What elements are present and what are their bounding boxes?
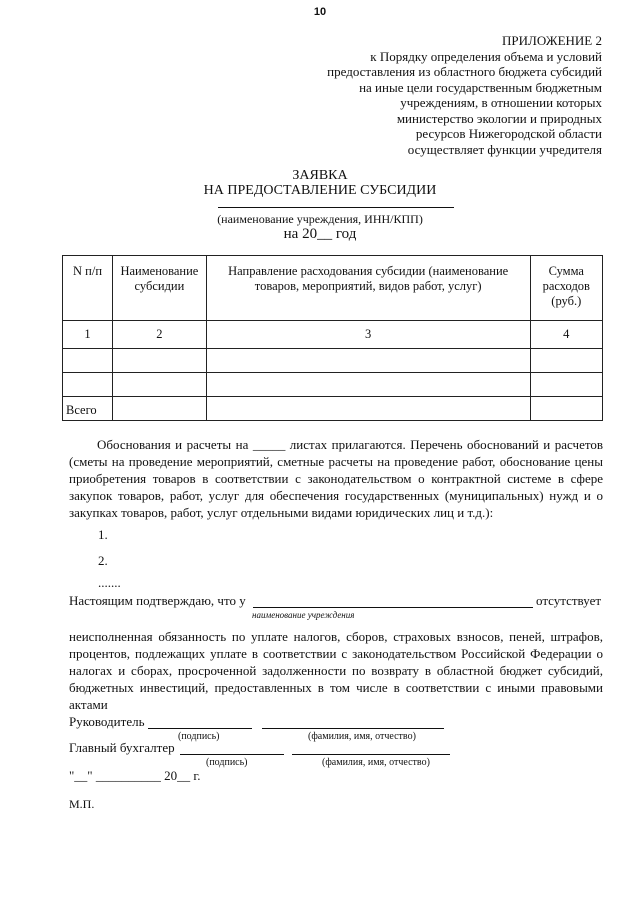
table-row (63, 349, 603, 373)
table-cell[interactable] (206, 397, 530, 421)
appendix-line: предоставления из областного бюджета субсидий (327, 64, 602, 79)
head-signature-caption: (подпись) (178, 731, 220, 742)
table-cell[interactable] (530, 397, 602, 421)
table-cell[interactable] (206, 349, 530, 373)
appendix-line: ПРИЛОЖЕНИЕ 2 (502, 33, 602, 48)
table-cell[interactable] (206, 373, 530, 397)
debts-paragraph: неисполненная обязанность по уплате налогов, сборов, страховых взносов, пеней, штрафов, процентов, подлежащих уплате в соответствии с законодательством Российской Федерации о налогах и сборах, просроченной задолженности по возврату в областной бюджет субсидий, бюджетных инвестиций, предоставленных в том числе в соответствии с иными правовыми актами (69, 629, 603, 712)
table-row (63, 373, 603, 397)
appendix-line: министерство экологии и природных (396, 110, 602, 126)
column-number-cell: 4 (530, 321, 602, 349)
table-cell[interactable] (63, 349, 113, 373)
header-cell: Направление расходования субсидии (наименование товаров, мероприятий, видов работ, услуг) (206, 256, 530, 321)
total-label: Всего (63, 397, 113, 421)
head-name-caption: (фамилия, имя, отчество) (308, 731, 416, 742)
column-number-row (63, 321, 603, 349)
accountant-name-caption: (фамилия, имя, отчество) (322, 757, 430, 768)
accountant-signature-caption: (подпись) (206, 757, 248, 768)
column-number-cell: 2 (113, 321, 207, 349)
confirm-prefix: Настоящим подтверждаю, что у (69, 593, 246, 608)
institution-name-caption: (наименование учреждения, ИНН/КПП) (217, 212, 423, 226)
table-cell[interactable] (530, 349, 602, 373)
list-item-1: 1. (98, 527, 108, 542)
header-cell: N п/п (63, 256, 113, 321)
table-cell[interactable] (63, 373, 113, 397)
date-line: "__" __________ 20__ г. (69, 768, 201, 783)
justification-paragraph: Обоснования и расчеты на _____ листах прилагаются. Перечень обоснований и расчетов (сметы на проведение мероприятий, сметные расчеты на проведение работ, обоснование цены приобретения товаров в соответствии с законодательством о контрактной системе в сфере закупок товаров, работ, услуг для обеспечения государственных (муниципальных) нужд и о закупках товаров, работ, услуг отдельными видами юридических лиц и т.д.): (69, 437, 603, 520)
institution-input-line[interactable] (253, 607, 533, 608)
table-header-row (63, 256, 603, 321)
appendix-line: ресурсов Нижегородской области (415, 126, 602, 141)
accountant-name-line[interactable] (292, 754, 450, 755)
table-cell[interactable] (113, 373, 207, 397)
list-ellipsis: ....... (98, 575, 121, 590)
head-signature-line[interactable] (148, 728, 252, 729)
column-number-cell: 1 (63, 321, 113, 349)
title-line-2: НА ПРЕДОСТАВЛЕНИЕ СУБСИДИИ (203, 183, 437, 198)
accountant-label: Главный бухгалтер (69, 740, 175, 755)
appendix-line: осуществляет функции учредителя (407, 141, 602, 157)
stamp-place: М.П. (69, 797, 95, 811)
table-cell[interactable] (530, 373, 602, 397)
head-name-line[interactable] (262, 728, 444, 729)
year-line: на 20__ год (283, 226, 357, 242)
accountant-signature-line[interactable] (180, 754, 284, 755)
title-line-1: ЗАЯВКА (292, 168, 348, 183)
appendix-line: учреждениям, в отношении которых (400, 95, 602, 110)
page-number: 10 (313, 6, 327, 18)
confirm-suffix: отсутствует (536, 593, 602, 608)
subsidy-table (62, 255, 603, 421)
header-cell: Сумма расходов (руб.) (530, 256, 602, 321)
total-row (63, 397, 603, 421)
appendix-line: на иные цели государственным бюджетным (359, 79, 602, 95)
list-item-2: 2. (98, 553, 108, 568)
appendix-header (302, 33, 602, 157)
head-label: Руководитель (69, 714, 145, 729)
document-title (0, 168, 640, 198)
institution-name-line (218, 207, 454, 208)
header-cell: Наименование субсидии (113, 256, 207, 321)
table-cell[interactable] (113, 349, 207, 373)
table-cell[interactable] (113, 397, 207, 421)
appendix-line: к Порядку определения объема и условий (370, 48, 602, 64)
institution-caption: наименование учреждения (252, 610, 355, 620)
column-number-cell: 3 (206, 321, 530, 349)
